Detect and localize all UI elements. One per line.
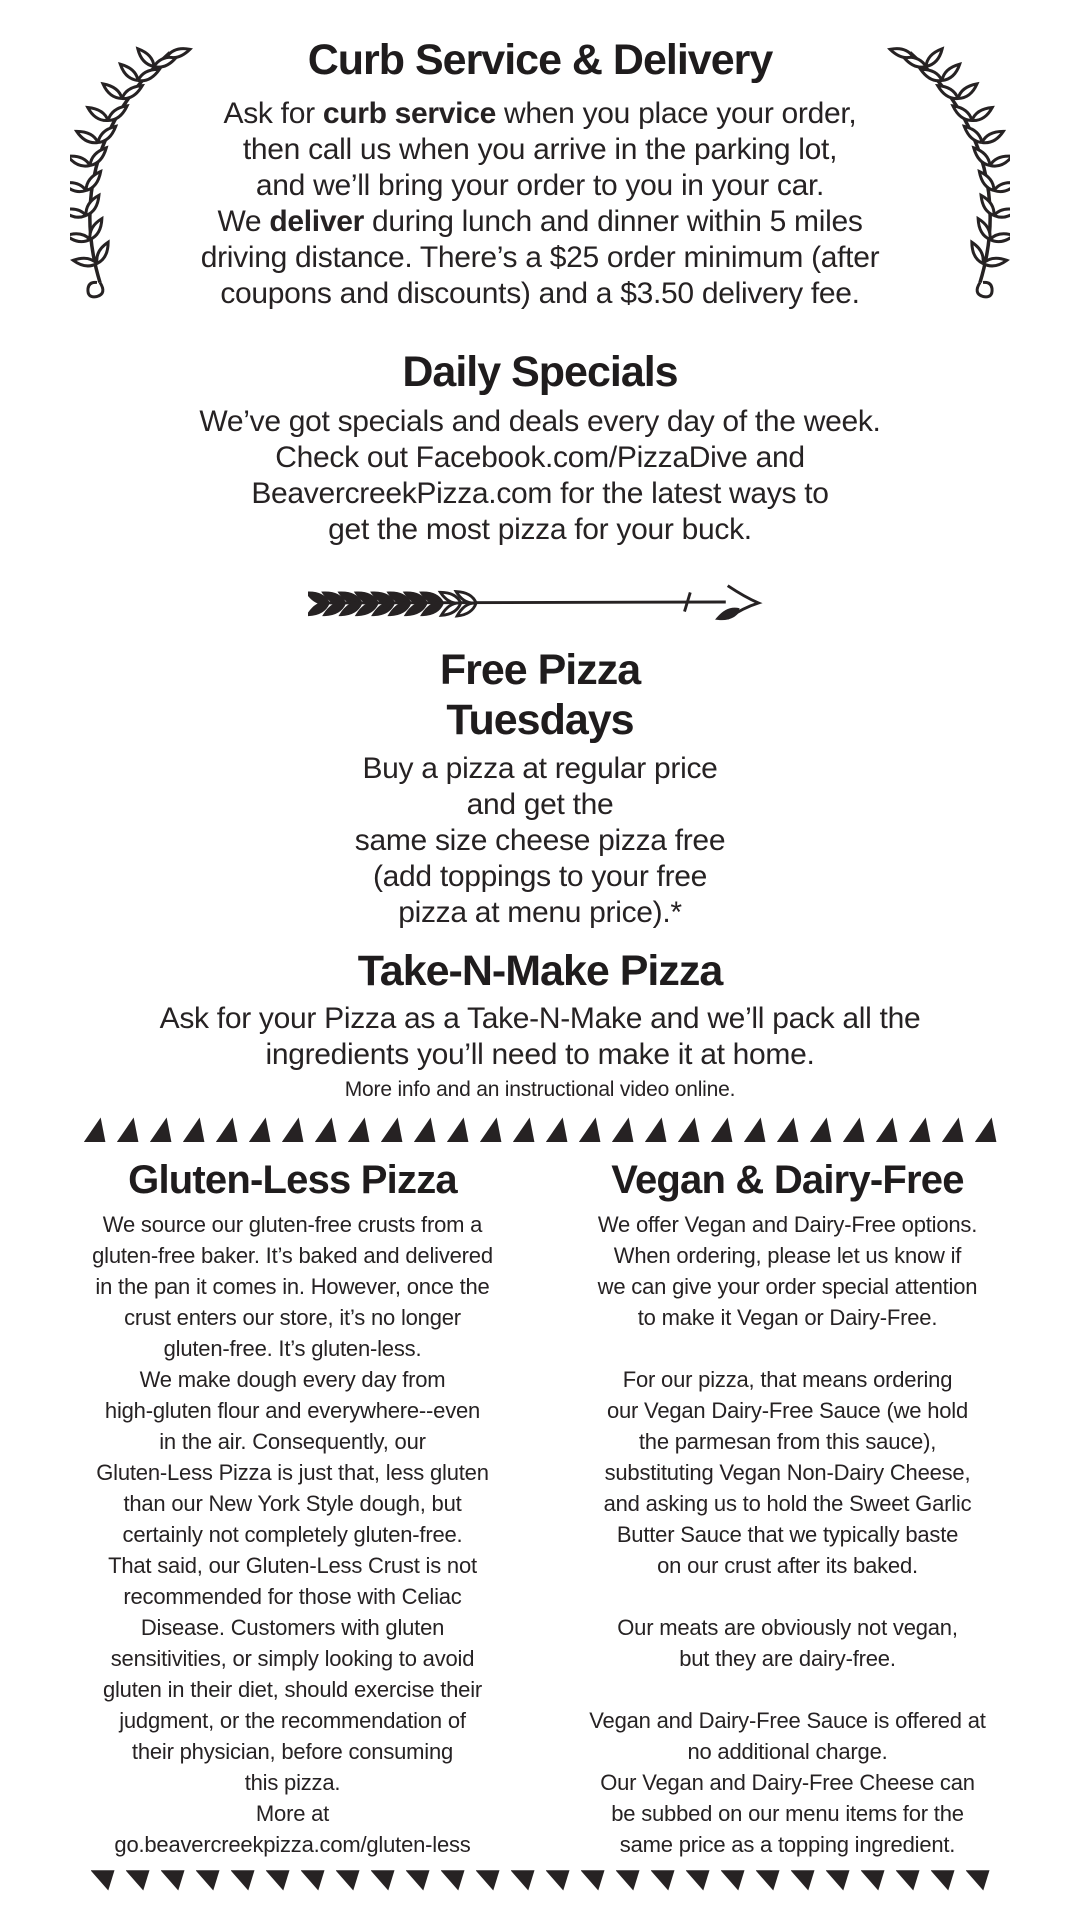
free-pizza-text xyxy=(0,751,1080,931)
text-line: and asking us to hold the Sweet Garlic xyxy=(603,1491,972,1517)
triangle-shape xyxy=(371,1870,395,1892)
arrow-divider xyxy=(0,578,1080,631)
triangle-shape xyxy=(513,1117,535,1142)
text-line: and we’ll bring your order to you in your car. xyxy=(255,169,825,203)
text-line: in the air. Consequently, our xyxy=(159,1429,426,1455)
triangle-shape xyxy=(678,1117,700,1142)
gluten-less-title: Gluten-Less Pizza xyxy=(128,1158,457,1203)
column-vegan-dairy-free xyxy=(555,1158,1020,1860)
triangle-shape xyxy=(966,1870,990,1892)
triangle-shape xyxy=(414,1117,436,1142)
triangle-shape xyxy=(441,1870,465,1892)
text-line: in the pan it comes in. However, once the xyxy=(95,1274,490,1300)
text-line: We offer Vegan and Dairy-Free options. xyxy=(597,1212,978,1238)
text-line: For our pizza, that means ordering xyxy=(622,1367,953,1393)
text-line: (add toppings to your free xyxy=(372,860,708,894)
triangle-shape xyxy=(843,1117,865,1142)
triangle-shape xyxy=(348,1117,370,1142)
text-segment: during lunch and dinner within 5 miles xyxy=(363,205,863,239)
section-curb-service xyxy=(0,0,1080,312)
text-line: their physician, before consuming xyxy=(131,1739,454,1765)
text-segment-bold: curb service xyxy=(322,97,496,131)
curb-service-title: Curb Service & Delivery xyxy=(307,36,773,84)
triangle-shape xyxy=(150,1117,172,1142)
column-gluten-less xyxy=(60,1158,525,1860)
triangle-shape xyxy=(546,1117,568,1142)
text-segment: We xyxy=(217,205,270,239)
vegan-dairy-free-title: Vegan & Dairy-Free xyxy=(611,1158,964,1203)
text-line: on our crust after its baked. xyxy=(657,1553,918,1579)
text-line: pizza at menu price).* xyxy=(398,896,682,930)
triangle-shape xyxy=(406,1870,430,1892)
text-line: to make it Vegan or Dairy-Free. xyxy=(637,1305,938,1331)
vegan-paragraph-2 xyxy=(555,1364,1020,1581)
triangle-shape xyxy=(381,1117,403,1142)
vegan-paragraph-1 xyxy=(555,1209,1020,1333)
triangle-shape xyxy=(266,1870,290,1892)
triangle-shape xyxy=(183,1117,205,1142)
text-line: same price as a topping ingredient. xyxy=(619,1832,956,1858)
text-line: go.beavercreekpizza.com/gluten-less xyxy=(114,1832,471,1858)
text-line: Check out Facebook.com/PizzaDive and xyxy=(275,441,805,475)
text-line: be subbed on our menu items for the xyxy=(611,1801,964,1827)
feather-arrow-icon xyxy=(308,578,773,626)
triangle-shape xyxy=(546,1870,570,1892)
triangle-shape xyxy=(476,1870,500,1892)
triangle-shape xyxy=(616,1870,640,1892)
text-line: We make dough every day from xyxy=(139,1367,446,1393)
triangle-shape xyxy=(645,1117,667,1142)
text-line: we can give your order special attention xyxy=(597,1274,978,1300)
info-columns xyxy=(60,1158,1020,1860)
triangle-shape xyxy=(861,1870,885,1892)
text-line: the parmesan from this sauce), xyxy=(638,1429,937,1455)
take-n-make-title: Take-N-Make Pizza xyxy=(357,947,723,996)
triangle-shape xyxy=(579,1117,601,1142)
triangle-shape xyxy=(216,1117,238,1142)
triangle-shape xyxy=(777,1117,799,1142)
triangle-shape xyxy=(896,1870,920,1892)
take-n-make-note: More info and an instructional video online. xyxy=(344,1078,736,1102)
text-line: coupons and discounts) and a $3.50 delivery fee. xyxy=(220,277,860,311)
text-line: crust enters our store, it’s no longer xyxy=(124,1305,461,1331)
text-line: That said, our Gluten-Less Crust is not xyxy=(108,1553,477,1579)
laurel-branch-icon xyxy=(70,28,220,313)
triangle-divider-bottom xyxy=(0,1870,1080,1892)
text-segment: Ask for xyxy=(223,97,323,131)
triangle-shape xyxy=(876,1117,898,1142)
text-line: ingredients you’ll need to make it at home. xyxy=(265,1038,815,1072)
text-line: We’ve got specials and deals every day of the week. xyxy=(199,405,881,439)
text-line: Vegan and Dairy-Free Sauce is offered at xyxy=(589,1708,986,1734)
triangle-shape xyxy=(91,1870,115,1892)
text-line: our Vegan Dairy-Free Sauce (we hold xyxy=(606,1398,969,1424)
text-line: Gluten-Less Pizza is just that, less gluten xyxy=(96,1460,489,1486)
text-segment: when you place your order, xyxy=(496,97,857,131)
gluten-less-text xyxy=(60,1209,525,1860)
triangle-shape xyxy=(810,1117,832,1142)
text-line: recommended for those with Celiac xyxy=(123,1584,462,1610)
text-line: Ask for your Pizza as a Take-N-Make and we’ll pack all the xyxy=(159,1002,921,1036)
text-line: get the most pizza for your buck. xyxy=(328,513,752,547)
vegan-paragraph-4 xyxy=(555,1705,1020,1860)
triangle-shape xyxy=(231,1870,255,1892)
triangle-shape xyxy=(975,1117,997,1142)
text-line: gluten-free. It’s gluten-less. xyxy=(163,1336,422,1362)
triangle-shape xyxy=(721,1870,745,1892)
triangle-shape xyxy=(447,1117,469,1142)
text-line: substituting Vegan Non-Dairy Cheese, xyxy=(604,1460,971,1486)
triangle-shape xyxy=(826,1870,850,1892)
text-line: Disease. Customers with gluten xyxy=(140,1615,445,1641)
free-pizza-title-line1: Free Pizza xyxy=(439,646,641,695)
text-line: then call us when you arrive in the parking lot, xyxy=(242,133,838,167)
triangle-shape xyxy=(282,1117,304,1142)
triangle-shape xyxy=(686,1870,710,1892)
text-line: than our New York Style dough, but xyxy=(123,1491,462,1517)
triangle-shape xyxy=(942,1117,964,1142)
triangle-shape xyxy=(791,1870,815,1892)
text-line: and get the xyxy=(466,788,614,822)
section-daily-specials xyxy=(0,348,1080,548)
triangle-shape xyxy=(651,1870,675,1892)
text-line: Buy a pizza at regular price xyxy=(362,752,718,786)
text-line: certainly not completely gluten-free. xyxy=(122,1522,463,1548)
text-line: but they are dairy-free. xyxy=(679,1646,896,1672)
text-line: high-gluten flour and everywhere--even xyxy=(104,1398,481,1424)
triangle-shape xyxy=(711,1117,733,1142)
triangle-shape xyxy=(756,1870,780,1892)
triangle-divider-top xyxy=(0,1117,1080,1142)
text-line: More at xyxy=(255,1801,330,1827)
triangle-shape xyxy=(126,1870,150,1892)
text-line: judgment, or the recommendation of xyxy=(119,1708,466,1734)
free-pizza-title-line2: Tuesdays xyxy=(446,696,634,745)
triangle-shape xyxy=(581,1870,605,1892)
triangle-shape xyxy=(336,1870,360,1892)
text-line: When ordering, please let us know if xyxy=(613,1243,962,1269)
text-line: driving distance. There’s a $25 order minimum (after xyxy=(200,241,880,275)
triangle-shape xyxy=(511,1870,535,1892)
triangle-shape xyxy=(117,1117,139,1142)
triangle-shape xyxy=(744,1117,766,1142)
text-line: BeavercreekPizza.com for the latest ways to xyxy=(251,477,829,511)
triangle-shape xyxy=(196,1870,220,1892)
text-line: Our Vegan and Dairy-Free Cheese can xyxy=(600,1770,975,1796)
text-line: no additional charge. xyxy=(687,1739,888,1765)
triangle-shape xyxy=(249,1117,271,1142)
text-line: gluten in their diet, should exercise their xyxy=(102,1677,483,1703)
text-line: Our meats are obviously not vegan, xyxy=(617,1615,958,1641)
triangle-shape xyxy=(931,1870,955,1892)
section-take-n-make xyxy=(0,947,1080,1103)
triangle-shape xyxy=(612,1117,634,1142)
triangle-shape xyxy=(84,1117,106,1142)
laurel-branch-icon xyxy=(860,28,1010,313)
triangle-shape xyxy=(909,1117,931,1142)
section-free-pizza-tuesdays xyxy=(0,645,1080,931)
text-line: We source our gluten-free crusts from a xyxy=(102,1212,483,1238)
triangle-shape xyxy=(161,1870,185,1892)
triangle-shape xyxy=(480,1117,502,1142)
text-line: Butter Sauce that we typically baste xyxy=(616,1522,959,1548)
text-line: this pizza. xyxy=(244,1770,341,1796)
daily-specials-text xyxy=(0,404,1080,548)
vegan-paragraph-3 xyxy=(555,1612,1020,1674)
text-line: sensitivities, or simply looking to avoid xyxy=(110,1646,475,1672)
text-line: gluten-free baker. It’s baked and delivered xyxy=(92,1243,493,1269)
text-segment-bold: deliver xyxy=(269,205,364,239)
take-n-make-text xyxy=(0,1001,1080,1073)
triangle-shape xyxy=(315,1117,337,1142)
daily-specials-title: Daily Specials xyxy=(402,348,678,397)
text-line: same size cheese pizza free xyxy=(354,824,726,858)
triangle-shape xyxy=(301,1870,325,1892)
